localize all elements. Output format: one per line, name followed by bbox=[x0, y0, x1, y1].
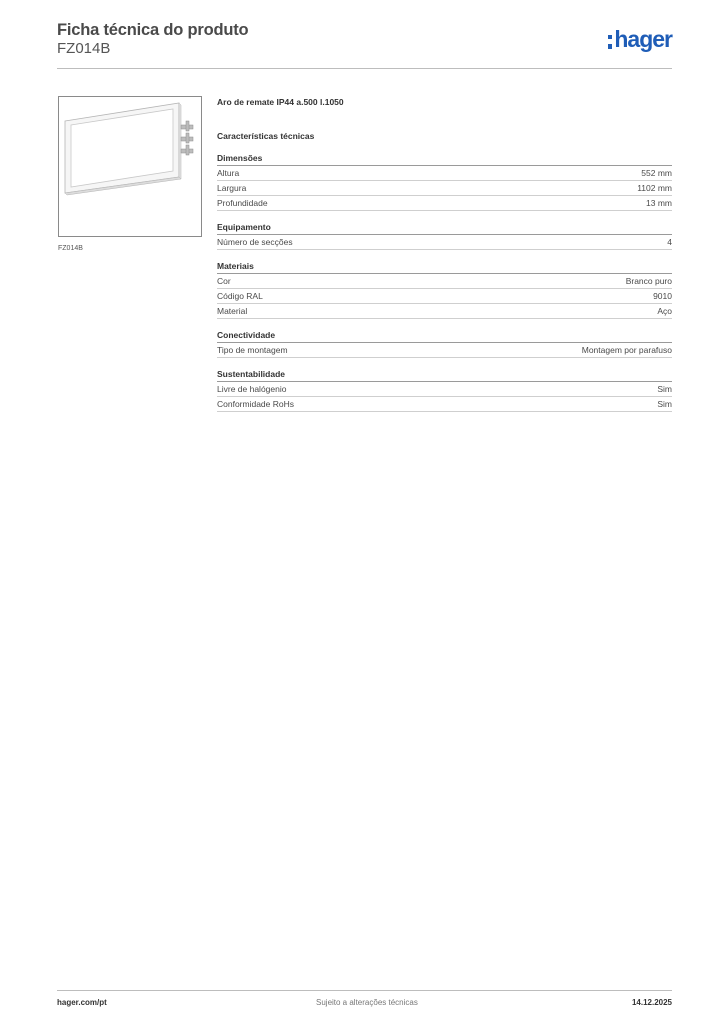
spec-label: Tipo de montagem bbox=[217, 345, 288, 355]
spec-value: 552 mm bbox=[641, 168, 672, 178]
section-title: Equipamento bbox=[217, 221, 672, 235]
frame-illustration bbox=[59, 97, 201, 236]
product-code: FZ014B bbox=[57, 40, 111, 57]
section-connectivity bbox=[217, 329, 672, 358]
section-title: Sustentabilidade bbox=[217, 368, 672, 382]
spec-row bbox=[217, 274, 672, 289]
spec-row bbox=[217, 235, 672, 250]
product-name: Aro de remate IP44 a.500 l.1050 bbox=[217, 97, 344, 107]
spec-row bbox=[217, 166, 672, 181]
spec-value: Branco puro bbox=[625, 276, 672, 286]
section-title: Materiais bbox=[217, 260, 672, 274]
image-caption: FZ014B bbox=[58, 245, 83, 252]
technical-characteristics-title: Características técnicas bbox=[217, 131, 315, 141]
spec-label: Código RAL bbox=[217, 291, 263, 301]
section-sustainability bbox=[217, 368, 672, 412]
spec-value: Sim bbox=[657, 399, 672, 409]
spec-row bbox=[217, 382, 672, 397]
spec-label: Conformidade RoHs bbox=[217, 399, 295, 409]
spec-row bbox=[217, 196, 672, 211]
spec-value: 13 mm bbox=[646, 198, 672, 208]
section-title: Conectividade bbox=[217, 329, 672, 343]
spec-label: Largura bbox=[217, 183, 247, 193]
spec-row bbox=[217, 343, 672, 358]
spec-value: Montagem por parafuso bbox=[581, 345, 672, 355]
spec-label: Cor bbox=[217, 276, 231, 286]
section-materials bbox=[217, 260, 672, 319]
section-equipment bbox=[217, 221, 672, 250]
product-specs bbox=[217, 95, 672, 412]
section-dimensions bbox=[217, 152, 672, 211]
spec-label: Altura bbox=[217, 168, 240, 178]
spec-value: 9010 bbox=[653, 291, 672, 301]
spec-value: 4 bbox=[667, 237, 672, 247]
spec-row bbox=[217, 181, 672, 196]
logo-colon-icon bbox=[608, 35, 613, 49]
spec-label: Profundidade bbox=[217, 198, 268, 208]
spec-row bbox=[217, 397, 672, 412]
section-title: Dimensões bbox=[217, 152, 672, 166]
spec-label: Número de secções bbox=[217, 237, 293, 247]
spec-label: Material bbox=[217, 306, 248, 316]
spec-label: Livre de halógenio bbox=[217, 384, 287, 394]
header-divider bbox=[57, 68, 672, 69]
footer-website-link[interactable]: hager.com/pt bbox=[57, 998, 107, 1007]
footer-date: 14.12.2025 bbox=[631, 998, 672, 1007]
page-title: Ficha técnica do produto bbox=[57, 21, 249, 39]
footer-note: Sujeito a alterações técnicas bbox=[316, 998, 418, 1007]
spec-row bbox=[217, 304, 672, 319]
logo-text: hager bbox=[614, 26, 672, 52]
product-image bbox=[58, 96, 202, 237]
hager-logo bbox=[608, 28, 672, 51]
spec-value: Aço bbox=[657, 306, 672, 316]
spec-value: Sim bbox=[657, 384, 672, 394]
spec-row bbox=[217, 289, 672, 304]
footer-divider bbox=[57, 990, 672, 991]
spec-value: 1102 mm bbox=[637, 183, 672, 193]
